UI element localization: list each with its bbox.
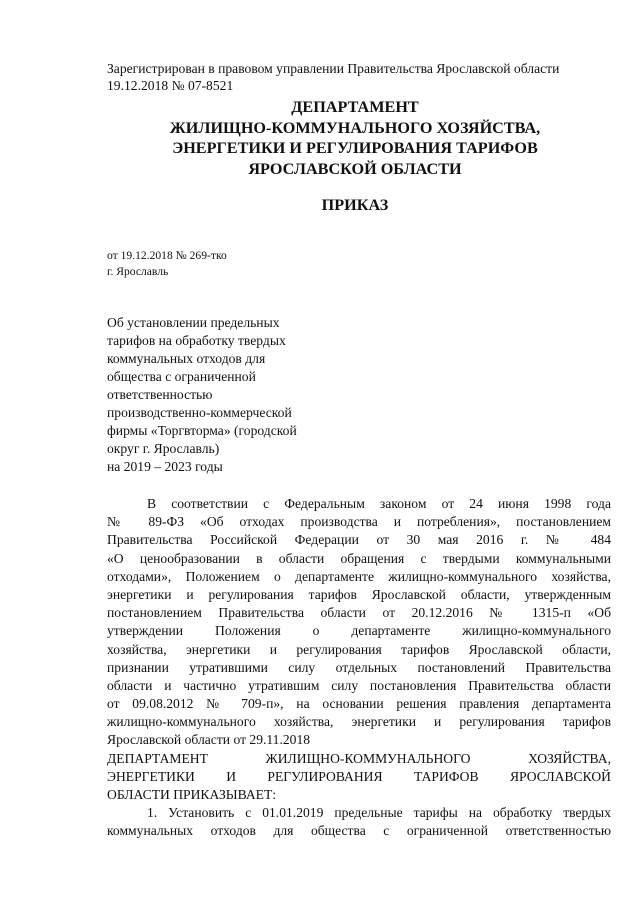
document-title: ПРИКАЗ	[321, 196, 389, 214]
body-line: № 89-ФЗ «Об отходах производства и потребления», постановлением	[107, 514, 611, 530]
body-line: отходами», Положением о департаменте жилищно-коммунального хозяйства,	[107, 568, 611, 584]
body-line: энергетики и регулирования тарифов Ярославской области, утвержденным	[107, 586, 611, 602]
department-line: ЯРОСЛАВСКОЙ ОБЛАСТИ	[248, 159, 462, 178]
body-line: от 09.08.2012 № 709-п», на основании решения правления департамента	[107, 696, 611, 712]
department-header	[90, 97, 620, 179]
registration-note	[107, 60, 627, 94]
body-line: хозяйства, энергетики и регулирования тарифов Ярославской области,	[107, 641, 611, 657]
order-line: ЭНЕРГЕТИКИ И РЕГУЛИРОВАНИЯ ТАРИФОВ ЯРОСЛАВСКОЙ	[107, 768, 611, 784]
body-line: жилищно-коммунального хозяйства, энергетики и регулирования тарифов	[107, 714, 611, 730]
order-date-number: от 19.12.2018 № 269-тко	[107, 249, 227, 262]
subject-line: тарифов на обработку твердых	[107, 333, 286, 348]
subject-line: на 2019 – 2023 годы	[107, 459, 223, 474]
body-line: Ярославской области от 29.11.2018	[107, 732, 311, 748]
item-1-line: коммунальных отходов для общества с ограниченной ответственностью	[107, 823, 611, 839]
department-line: ЭНЕРГЕТИКИ И РЕГУЛИРОВАНИЯ ТАРИФОВ	[172, 139, 538, 157]
body-line: «О ценообразовании в области обращения с твердыми коммунальными	[107, 550, 611, 566]
subject-line: общества с ограниченной	[107, 369, 256, 384]
item-1-line: 1. Установить с 01.01.2019 предельные тарифы на обработку твердых	[147, 805, 611, 821]
body-line: постановлением Правительства области от 20.12.2016 № 1315-п «Об	[107, 605, 611, 621]
order-body	[107, 495, 611, 841]
order-place: г. Ярославль	[107, 265, 169, 278]
subject-line: фирмы «Торгвторма» (городской	[107, 423, 297, 438]
order-subject	[107, 314, 297, 476]
body-line: области и частично утратившим силу постановления Правительства области	[107, 677, 611, 693]
order-line: ДЕПАРТАМЕНТ ЖИЛИЩНО-КОММУНАЛЬНОГО ХОЗЯЙСТВА,	[107, 750, 611, 766]
department-line: ЖИЛИЩНО-КОММУНАЛЬНОГО ХОЗЯЙСТВА,	[169, 118, 541, 137]
subject-line: округ г. Ярославль)	[107, 441, 220, 456]
subject-line: ответственностью	[107, 387, 213, 402]
subject-line: коммунальных отходов для	[107, 351, 266, 366]
body-line: В соответствии с Федеральным законом от 24 июня 1998 года	[147, 496, 611, 511]
subject-line: производственно-коммерческой	[107, 405, 292, 420]
body-line: утверждении Положения о департаменте жилищно-коммунального	[107, 623, 611, 639]
body-line: признании утратившими силу отдельных постановлений Правительства	[107, 659, 611, 675]
body-line: Правительства Российской Федерации от 30 мая 2016 г. № 484	[107, 532, 611, 548]
department-line: ДЕПАРТАМЕНТ	[291, 98, 419, 116]
order-line: ОБЛАСТИ ПРИКАЗЫВАЕТ:	[107, 787, 277, 802]
date-place-block	[107, 248, 227, 280]
registration-line: Зарегистрирован в правовом управлении Правительства Ярославской области	[107, 61, 560, 76]
subject-line: Об установлении предельных	[107, 315, 280, 330]
registration-number: 19.12.2018 № 07-8521	[107, 78, 234, 93]
